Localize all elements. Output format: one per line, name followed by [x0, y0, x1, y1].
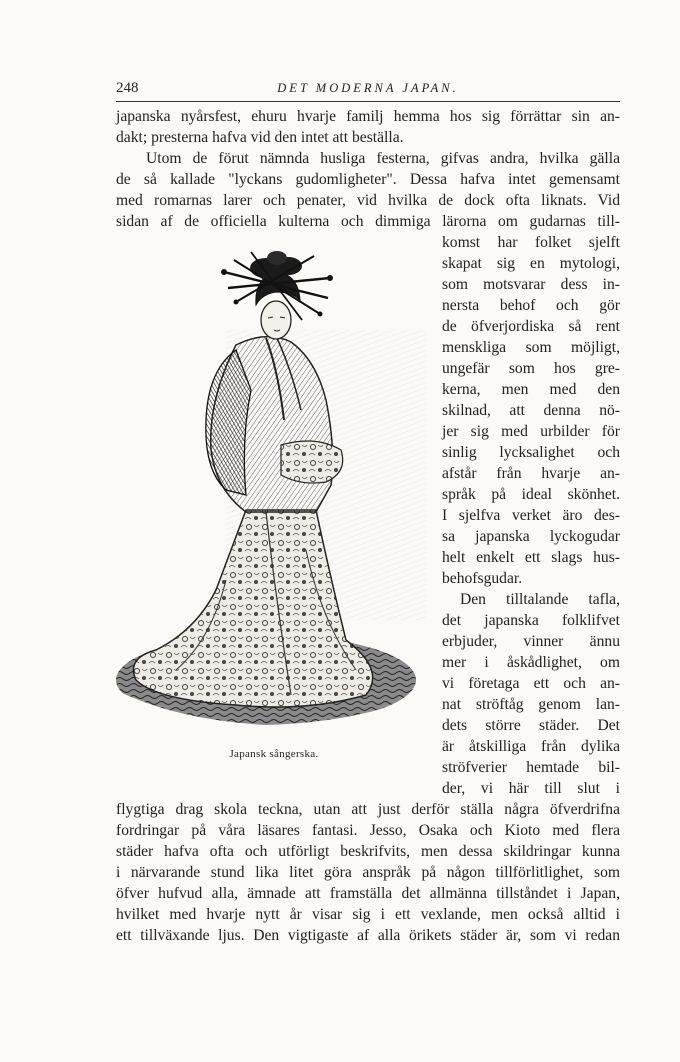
narrow-text-line: vi företaga ett och an-	[442, 675, 620, 692]
header-rule	[116, 101, 620, 102]
engraving-japanese-singer	[116, 250, 432, 735]
narrow-text-line: ströfverier hemtade bil-	[442, 759, 620, 776]
narrow-text-line: sa japanska lyckogudar	[442, 528, 620, 545]
text-line: i närvarande stund lika litet göra anspråk på någon tillförlitlighet, som	[116, 864, 620, 881]
narrow-text-line: nat ströftåg genom lan-	[442, 696, 620, 713]
narrow-text-line: det japanska folklifvet	[442, 612, 620, 629]
narrow-text-line: mer i åskådlighet, om	[442, 654, 620, 671]
text-line: sidan af de officiella kulterna och dimmiga lärorna om gudarnas till-	[116, 213, 620, 230]
narrow-text-line: dets större städer. Det	[442, 717, 620, 734]
text-line: städer hafva ofta och utförligt beskrifvits, men dessa skildringar kunna	[116, 843, 620, 860]
text-line: öfver hufvud alla, ämnade att framställa det allmänna tillståndet i Japan,	[116, 885, 620, 902]
narrow-text-line: kerna, men med den	[442, 381, 620, 398]
text-line: hvilket med hvarje nytt år visar sig i ett vexlande, men också alltid i	[116, 906, 620, 923]
text-line: de så kallade "lyckans gudomligheter". Dessa hafva intet gemensamt	[116, 171, 620, 188]
page-header	[116, 80, 620, 102]
figure-caption: Japansk sångerska.	[229, 748, 319, 760]
narrow-text-line: menskliga som möjligt,	[442, 339, 620, 356]
text-line: med romarnas larer och penater, vid hvilka de dock ofta liknats. Vid	[116, 192, 620, 209]
narrow-text-line: Den tilltalande tafla,	[460, 591, 620, 608]
text-line: japanska nyårsfest, ehuru hvarje familj hemma hos sig förrättar sin an-	[116, 108, 620, 125]
narrow-text-line: erbjuder, vinner ännu	[442, 633, 620, 650]
narrow-text-line: de öfverjordiska så rent	[442, 318, 620, 335]
narrow-text-line: behofsgudar.	[442, 570, 523, 587]
text-line: fordringar på våra läsares fantasi. Jesso, Osaka och Kioto med flera	[116, 822, 620, 839]
engraving-illustration	[116, 250, 432, 735]
narrow-text-line: språk på ideal skönhet.	[442, 486, 620, 503]
narrow-text-line: som motsvarar dess in-	[442, 276, 620, 293]
narrow-text-line: är åtskilliga från dylika	[442, 738, 620, 755]
narrow-text-line: I sjelfva verket äro des-	[442, 507, 620, 524]
text-line: ett tillväxande ljus. Den vigtigaste af alla örikets städer är, som vi redan	[116, 927, 620, 944]
narrow-text-line: sinlig lycksalighet och	[442, 444, 620, 461]
narrow-text-line: nersta behof och gör	[442, 297, 620, 314]
narrow-text-line: ungefär som hos gre-	[442, 360, 620, 377]
narrow-text-line: der, vi här till slut i	[442, 780, 620, 797]
running-title: DET MODERNA JAPAN.	[277, 81, 459, 95]
narrow-text-line: skilnad, att denna nö-	[442, 402, 620, 419]
narrow-text-line: afstår från hvarje an-	[442, 465, 620, 482]
narrow-text-line: komst har folket sjelft	[442, 234, 620, 251]
text-line: dakt; presterna hafva vid den intet att beställa.	[116, 129, 404, 146]
text-line: flygtiga drag skola teckna, utan att just derför ställa några öfverdrifna	[116, 801, 620, 818]
narrow-text-line: jer sig med urbilder för	[442, 423, 620, 440]
narrow-text-line: helt enkelt ett slags hus-	[442, 549, 620, 566]
narrow-text-line: skapat sig en mytologi,	[442, 255, 620, 272]
text-line: Utom de förut nämnda husliga festerna, gifvas andra, hvilka gälla	[146, 150, 620, 167]
page-number: 248	[116, 80, 139, 96]
